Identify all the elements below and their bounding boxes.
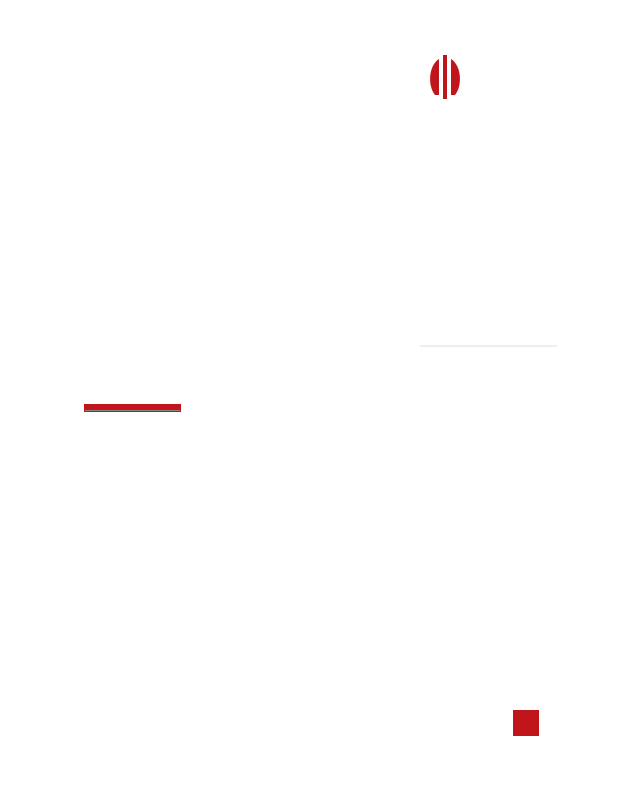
- deaths-chart: [412, 228, 562, 358]
- heart-attacks-table: [84, 404, 181, 412]
- report-page-number: [513, 710, 539, 736]
- rha-logo: [425, 55, 575, 99]
- deaths-chart-svg: [412, 228, 562, 358]
- lungs-logo-icon: [425, 55, 465, 99]
- table-header: [85, 410, 180, 411]
